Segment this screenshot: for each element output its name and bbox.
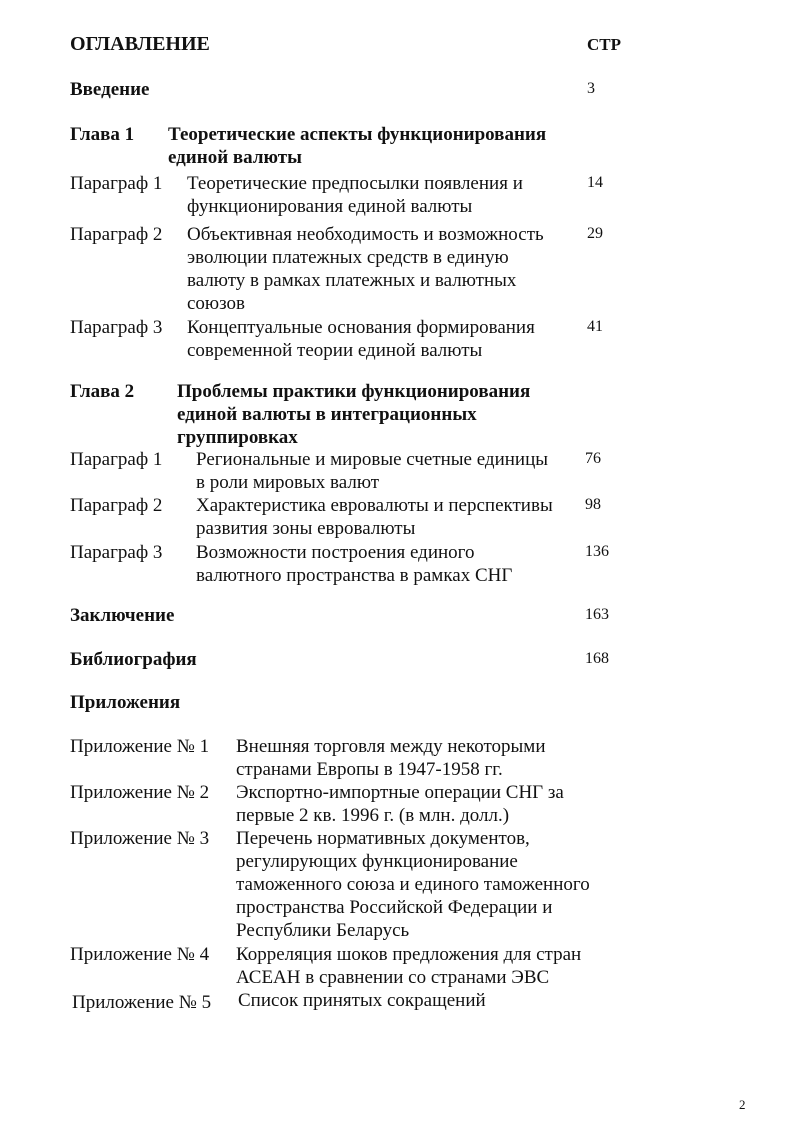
appendix4-label: Приложение № 4	[70, 944, 210, 965]
chapter2-paragraph1-page: 76	[585, 450, 601, 467]
chapter1-title: Теоретические аспекты функционирования единой валюты	[168, 124, 547, 168]
chapter1-paragraph1-page: 14	[587, 174, 603, 191]
appendix4-title: Корреляция шоков предложения для стран АСЕАН в сравнении со странами ЭВС	[236, 944, 582, 988]
page-title: ОГЛАВЛЕНИЕ	[70, 33, 210, 55]
toc-conclusion-label: Заключение	[70, 605, 175, 626]
chapter1-paragraph3-title: Концептуальные основания формирования современной теории единой валюты	[187, 317, 535, 361]
toc-intro-page: 3	[587, 80, 595, 97]
appendix2-title: Экспортно-импортные операции СНГ за первые 2 кв. 1996 г. (в млн. долл.)	[236, 782, 564, 826]
chapter1-paragraph3-label: Параграф 3	[70, 317, 163, 338]
appendix3-label: Приложение № 3	[70, 828, 210, 849]
chapter2-paragraph1-label: Параграф 1	[70, 449, 163, 470]
chapter2-label: Глава 2	[70, 381, 135, 402]
chapter2-paragraph2-title: Характеристика евровалюты и перспективы развития зоны евровалюты	[196, 495, 553, 539]
toc-bibliography-label: Библиография	[70, 649, 197, 670]
chapter2-paragraph1-title: Региональные и мировые счетные единицы в роли мировых валют	[196, 449, 549, 493]
chapter2-paragraph3-label: Параграф 3	[70, 542, 163, 563]
toc-bibliography-page: 168	[585, 650, 609, 667]
chapter1-paragraph3-page: 41	[587, 318, 603, 335]
chapter2-paragraph3-page: 136	[585, 543, 609, 560]
chapter2-paragraph2-label: Параграф 2	[70, 495, 163, 516]
chapter1-paragraph2-label: Параграф 2	[70, 224, 163, 245]
toc-appendices-heading: Приложения	[70, 692, 181, 713]
chapter2-paragraph2-page: 98	[585, 496, 601, 513]
chapter1-label: Глава 1	[70, 124, 135, 145]
chapter1-paragraph2-page: 29	[587, 225, 603, 242]
chapter1-paragraph2-title: Объективная необходимость и возможность эволюции платежных средств в единую валюту в рамках платежных и валютных союзов	[187, 224, 544, 314]
appendix2-label: Приложение № 2	[70, 782, 210, 803]
appendix5-label: Приложение № 5	[72, 992, 212, 1013]
page-number: 2	[739, 1097, 746, 1112]
chapter1-paragraph1-label: Параграф 1	[70, 173, 163, 194]
chapter1-paragraph1-title: Теоретические предпосылки появления и функционирования единой валюты	[187, 173, 523, 217]
appendix5-title: Список принятых сокращений	[238, 990, 486, 1011]
page-column-header: СТР	[587, 35, 621, 54]
toc-intro-label: Введение	[70, 79, 150, 100]
appendix1-label: Приложение № 1	[70, 736, 210, 757]
chapter2-paragraph3-title: Возможности построения единого валютного пространства в рамках СНГ	[196, 542, 513, 586]
appendix3-title: Перечень нормативных документов, регулирующих функционирование таможенного союза и единого таможенного пространства Российской Федерации и Республики Беларусь	[236, 828, 590, 941]
toc-conclusion-page: 163	[585, 606, 609, 623]
appendix1-title: Внешняя торговля между некоторыми странами Европы в 1947-1958 гг.	[236, 736, 546, 780]
chapter2-title: Проблемы практики функционирования единой валюты в интеграционных группировках	[177, 381, 531, 448]
